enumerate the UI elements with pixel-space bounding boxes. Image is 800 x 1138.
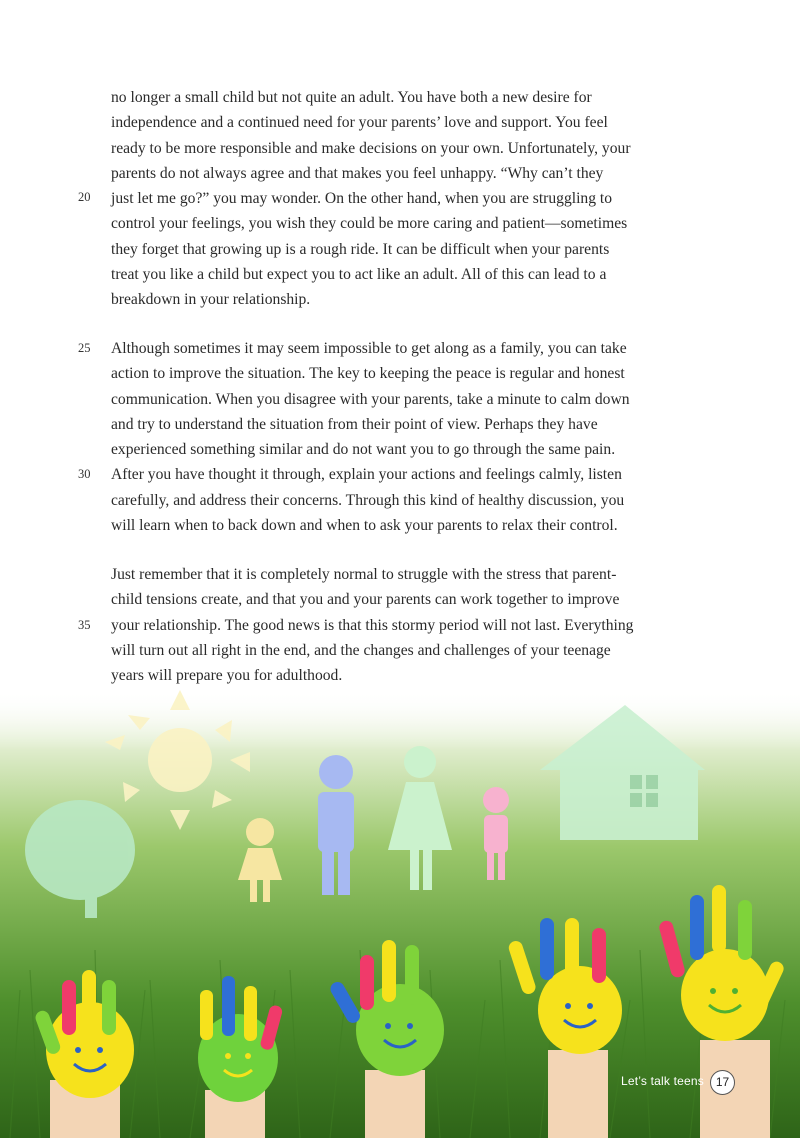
line-number-30: 30 (78, 467, 91, 481)
text-line: carefully, and address their concerns. Through this kind of healthy discussion, you (111, 491, 625, 509)
text-line: child tensions create, and that you and your parents can work together to improve (111, 591, 620, 609)
text-line: Just remember that it is completely normal to struggle with the stress that parent- (111, 566, 617, 583)
paragraph-3 (111, 562, 691, 688)
line-number-35: 35 (78, 618, 91, 632)
text-line: parents do not always agree and that makes you feel unhappy. “Why can’t they (111, 164, 604, 182)
line-number-20: 20 (78, 190, 91, 204)
paragraph-2 (111, 336, 691, 538)
text-line: control your feelings, you wish they could be more caring and patient—sometimes (111, 215, 628, 233)
text-line: will learn when to back down and when to ask your parents to relax their control. (111, 517, 618, 535)
text-line: Although sometimes it may seem impossible to get along as a family, you can take (111, 340, 627, 357)
text-line: years will prepare you for adulthood. (111, 667, 343, 685)
footer-book-title: Let’s talk teens (620, 1074, 704, 1088)
page-number-badge: 17 (710, 1070, 735, 1095)
text-line: communication. When you disagree with your parents, take a minute to calm down (111, 390, 630, 408)
text-line: treat you like a child but expect you to act like an adult. All of this can lead to a (111, 266, 607, 284)
text-line: experienced something similar and do not want you to go through the same pain. (111, 441, 616, 459)
text-line: no longer a small child but not quite an adult. You have both a new desire for (111, 89, 592, 106)
family-hands-illustration (0, 690, 800, 1138)
text-line: and try to understand the situation from their point of view. Perhaps they have (111, 415, 598, 433)
paragraph-1 (111, 85, 691, 313)
text-line: ready to be more responsible and make decisions on your own. Unfortunately, your (111, 139, 631, 157)
text-line: they forget that growing up is a rough ride. It can be difficult when your parents (111, 240, 610, 258)
line-number-25: 25 (78, 341, 91, 355)
text-line: action to improve the situation. The key to keeping the peace is regular and honest (111, 365, 625, 383)
text-line: just let me go?” you may wonder. On the other hand, when you are struggling to (111, 190, 613, 208)
text-line: your relationship. The good news is that this stormy period will not last. Everything (111, 616, 634, 634)
text-line: independence and a continued need for your parents’ love and support. You feel (111, 114, 608, 132)
text-line: will turn out all right in the end, and the changes and challenges of your teenage (111, 641, 611, 659)
text-line: breakdown in your relationship. (111, 291, 311, 309)
text-line: After you have thought it through, explain your actions and feelings calmly, listen (111, 466, 622, 484)
